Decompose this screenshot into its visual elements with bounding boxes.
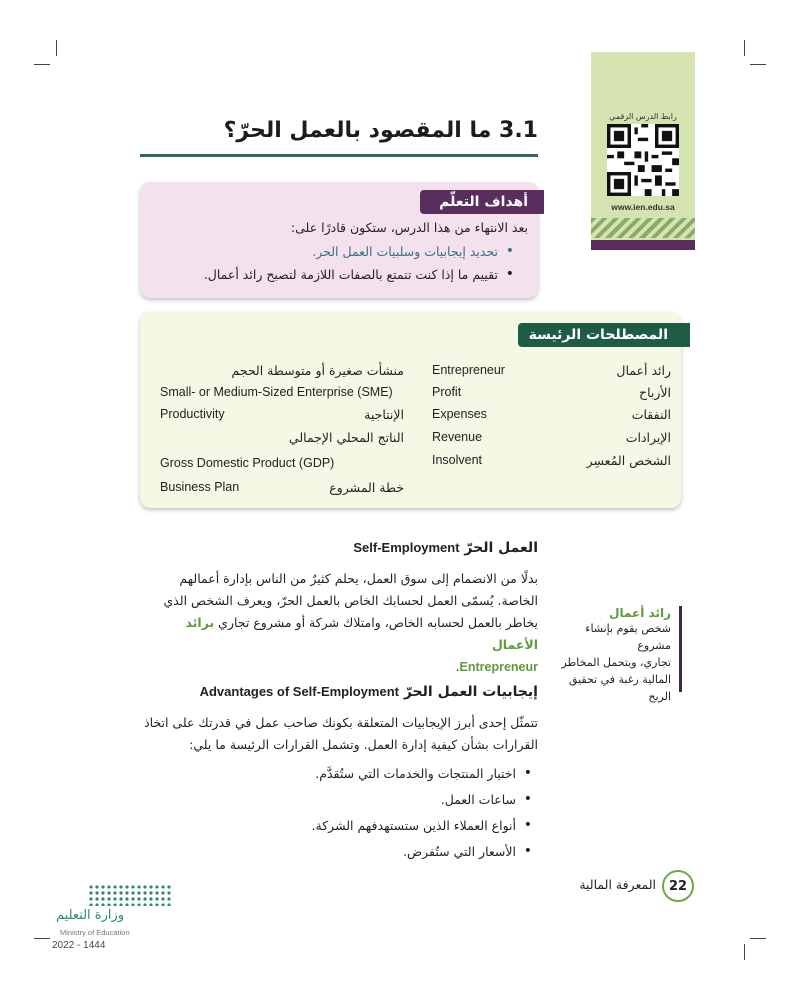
highlighted-term-en: Entrepreneur: [459, 660, 538, 674]
term-ar: الأرباح: [639, 385, 671, 400]
section-heading-advantages: [118, 684, 538, 700]
paragraph-line: يخاطر بالعمل لحسابه الخاص، وامتلاك شركة أو مشروع تجاري برائد الأعمال: [185, 615, 538, 652]
term-en: Business Plan: [160, 480, 240, 494]
ministry-logo: [40, 882, 180, 962]
list-item: • تقييم ما إذا كنت تتمتع بالصفات اللازمة لتصبح رائد أعمال.: [150, 267, 520, 282]
heading-en: Self-Employment: [353, 540, 460, 555]
term-en: Revenue: [432, 430, 483, 444]
heading-en: Advantages of Self-Employment: [199, 684, 399, 699]
term-ar: الشخص المُعسِر: [586, 453, 671, 468]
lesson-title: 3.1 ما المقصود بالعمل الحرّ؟: [223, 118, 538, 143]
list-item: • الأسعار التي ستُفرض.: [140, 842, 538, 862]
ministry-name-en: Ministry of Education: [60, 928, 130, 937]
term-ar: النفقات: [631, 407, 671, 422]
key-terms-heading: المصطلحات الرئيسة: [518, 323, 690, 347]
lesson-url[interactable]: www.ien.edu.sa: [611, 202, 675, 212]
heading-ar: إيجابيات العمل الحرّ: [403, 684, 538, 700]
heading-ar: العمل الحرّ: [464, 540, 538, 556]
crop-mark: [744, 40, 745, 56]
decorative-pattern: [591, 218, 695, 238]
paragraph-line: بدلًا من الانضمام إلى سوق العمل، يحلم كثيرٌ من الناس بإدارة أعمالهم: [179, 571, 538, 586]
list-item: • أنواع العملاء الذين ستستهدفهم الشركة.: [140, 816, 538, 836]
term-en: Productivity: [160, 407, 225, 421]
qr-code-icon[interactable]: [607, 124, 679, 196]
qr-caption: رابط الدرس الرقمي: [609, 112, 677, 121]
term-ar: منشأت صغيرة أو متوسطة الحجم: [231, 363, 404, 378]
list-item: • اختيار المنتجات والخدمات التي ستُقدَّم.: [140, 764, 538, 784]
crop-mark: [56, 40, 57, 56]
term-en: Entrepreneur: [432, 363, 505, 377]
crop-mark: [34, 64, 50, 65]
list-item: • تحديد إيجابيات وسلبيات العمل الحر.: [150, 244, 520, 259]
objectives-intro: بعد الانتهاء من هذا الدرس، ستكون قادرًا على:: [290, 220, 528, 235]
term-en: Insolvent: [432, 453, 483, 467]
side-note-line: تجاري، ويتحمل المخاطر: [561, 656, 671, 669]
title-underline: [140, 154, 538, 157]
edition-year: 2022 - 1444: [52, 940, 106, 951]
term-ar: الإنتاجية: [364, 407, 404, 422]
digital-lesson-panel: [591, 52, 695, 250]
objectives-list: [150, 244, 520, 290]
self-employment-paragraph: [140, 568, 538, 678]
term-en: Small- or Medium-Sized Enterprise (SME): [160, 385, 393, 399]
side-note-line: شخص يقوم بإنشاء مشروع: [585, 622, 671, 652]
paragraph-line: القرارات بشأن كيفية إدارة العمل. وتشمل القرارات الرئيسة ما يلي:: [189, 737, 538, 752]
advantages-list: [140, 764, 538, 868]
glossary-side-note: [557, 606, 682, 703]
crop-mark: [750, 64, 766, 65]
term-ar: الإيرادات: [625, 430, 671, 445]
crop-mark: [744, 944, 745, 960]
highlighted-term: برائد الأعمال: [185, 615, 538, 652]
term-en: Expenses: [432, 407, 487, 421]
term-ar: رائد أعمال: [616, 363, 671, 378]
book-title: المعرفة المالية: [579, 877, 656, 892]
page-number: 22: [662, 870, 694, 902]
side-note-line: المالية رغبة في تحقيق الربح: [568, 673, 671, 703]
term-ar: الناتج المحلي الإجمالي: [288, 430, 404, 445]
paragraph-line: Entrepreneur.: [455, 659, 538, 674]
side-note-term: رائد أعمال: [609, 606, 671, 620]
term-en: Gross Domestic Product (GDP): [160, 456, 335, 470]
ministry-name-ar: وزارة التعليم: [56, 908, 125, 923]
list-item: • ساعات العمل.: [140, 790, 538, 810]
term-en: Profit: [432, 385, 462, 399]
paragraph-line: الخاصة. يُسمّى العمل لحسابك الخاص بالعمل الحرّ، ويعرف الشخص الذي: [163, 593, 538, 608]
term-ar: خطة المشروع: [329, 480, 404, 495]
learning-objectives-heading: أهداف التعلّم: [420, 190, 544, 214]
paragraph-line: تتمثّل إحدى أبرز الإيجابيات المتعلقة بكونك صاحب عمل في قدرتك على اتخاذ: [144, 715, 538, 730]
decorative-bar: [591, 240, 695, 250]
advantages-paragraph: [140, 712, 538, 756]
ministry-logo-icon: [88, 884, 172, 906]
section-heading-self-employment: [138, 540, 538, 556]
crop-mark: [750, 938, 766, 939]
